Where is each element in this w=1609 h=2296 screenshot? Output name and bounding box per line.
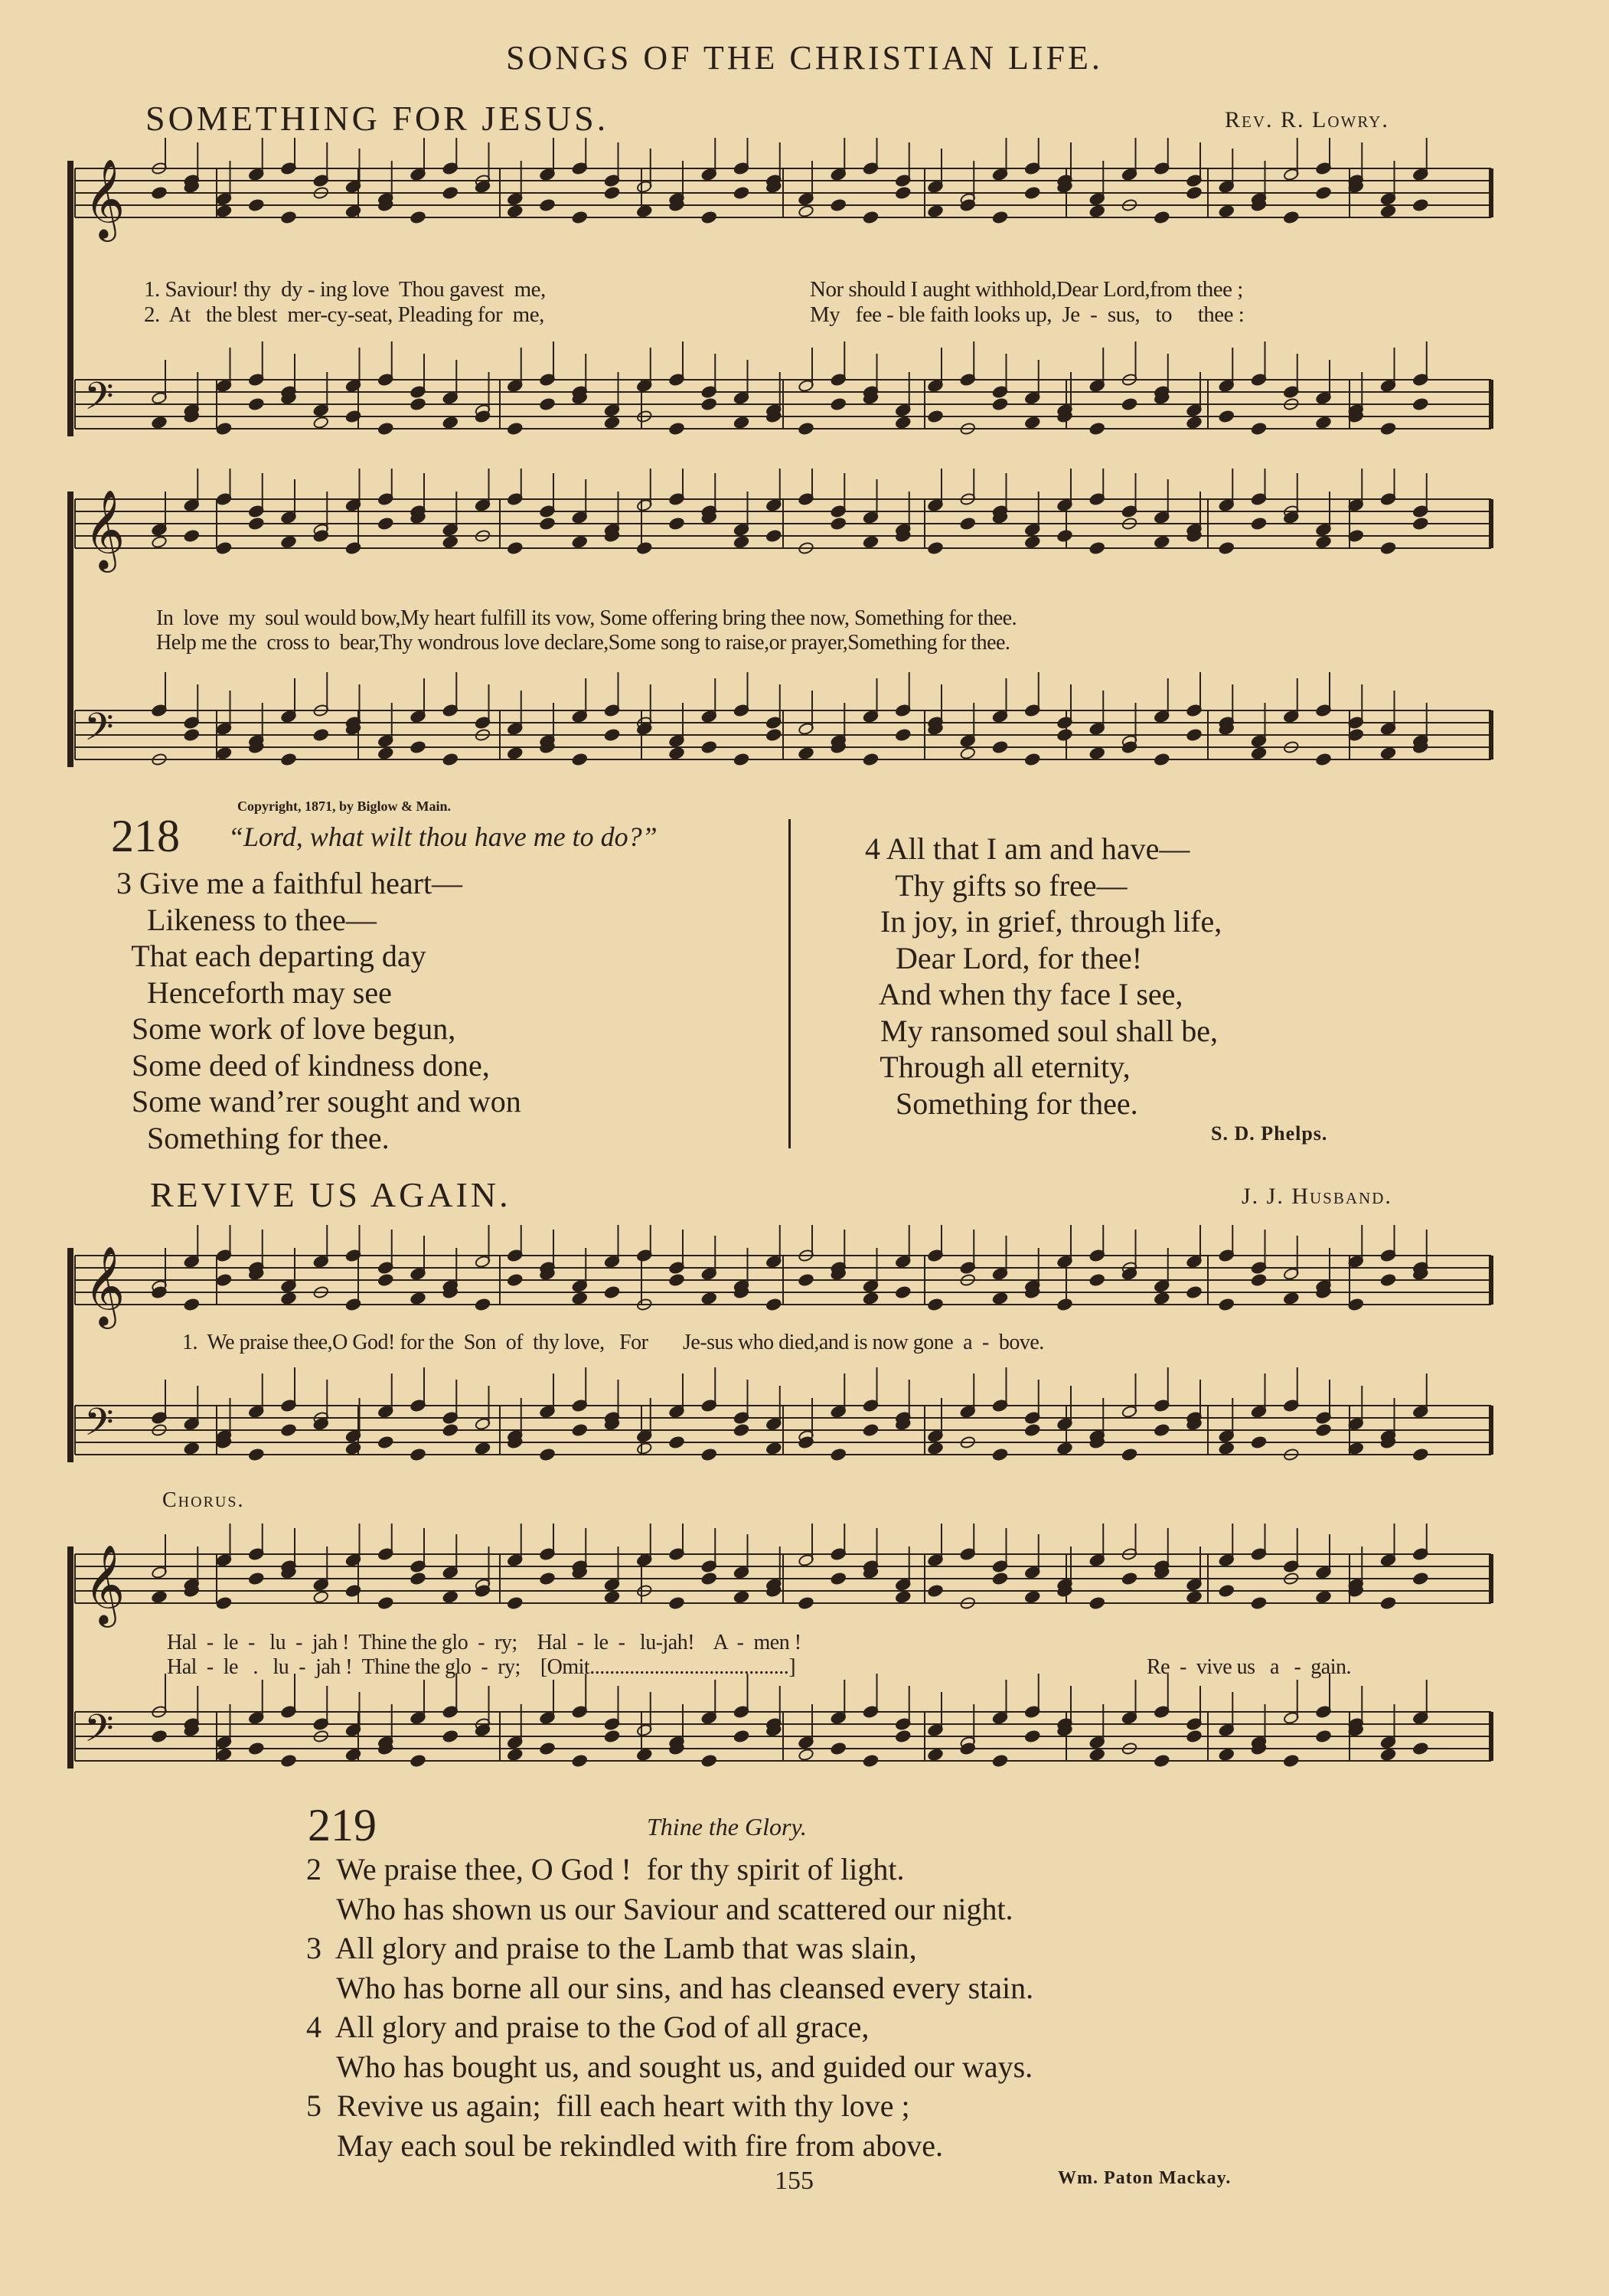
verse-line: Some deed of kindness done, [116, 1047, 490, 1083]
lyric-verse2-b: My fee - ble faith looks up, Je - sus, to thee : [810, 302, 1245, 327]
verse-line: Some wand’rer sought and won [116, 1084, 521, 1119]
music-system-song2-verse [67, 1225, 1499, 1485]
verse-line: Some work of love begun, [116, 1011, 456, 1046]
verse-line: Likeness to thee— [116, 902, 377, 937]
lyric-verse1-b: Nor should I aught withhold,Dear Lord,from thee ; [810, 277, 1243, 302]
hymn-number-219: 219 [308, 1800, 377, 1850]
svg-text:𝄞: 𝄞 [84, 1246, 126, 1326]
hymn-219-author: Wm. Paton Mackay. [1058, 2168, 1232, 2188]
lyric-chorus-line1: Hal - le - lu - jah ! Thine the glo - ry; Hal - le - lu-jah! A - men ! [167, 1631, 801, 1654]
lyric-verse2-a: 2. At the blest mer-cy-seat, Pleading for me, [144, 302, 544, 327]
verse-line: 5 Revive us again; fill each heart with thy love ; [306, 2089, 910, 2123]
verse-line: Who has shown us our Saviour and scattered our night. [306, 1891, 1013, 1926]
verse-line: May each soul be rekindled with fire from above. [306, 2128, 943, 2163]
hymn-218-subtitle: “Lord, what wilt thou have me to do?” [228, 821, 658, 852]
staff-treble-bass [67, 1225, 1499, 1485]
lyric-chorus-end: Re - vive us a - gain. [1147, 1655, 1351, 1679]
svg-text:𝄢: 𝄢 [84, 374, 114, 428]
hymn-219-stanzas [306, 1851, 1033, 2167]
verse-line: That each departing day [116, 939, 426, 973]
hymn-218-left-stanza [116, 865, 521, 1156]
column-divider [788, 819, 791, 1148]
verse-line: My ransomed soul shall be, [865, 1013, 1219, 1048]
svg-text:𝄢: 𝄢 [84, 705, 114, 759]
music-system-song2-chorus [67, 1524, 1499, 1791]
verse-line: Something for thee. [116, 1120, 390, 1155]
verse-line: 3 All glory and praise to the Lamb that was slain, [306, 1931, 917, 1965]
verse-line: Through all eternity, [865, 1050, 1131, 1084]
composer-husband: J. J. Husband. [1242, 1184, 1392, 1209]
verse-line: Something for thee. [865, 1086, 1138, 1121]
verse-line: 2 We praise thee, O God ! for thy spirit of light. [306, 1852, 905, 1886]
running-head: SONGS OF THE CHRISTIAN LIFE. [506, 39, 1103, 77]
music-system-song1-2 [67, 469, 1499, 790]
svg-text:𝄞: 𝄞 [84, 489, 126, 570]
verse-line: And when thy face I see, [865, 977, 1183, 1011]
hymn-218-author: S. D. Phelps. [1211, 1122, 1328, 1145]
lyric-system2-verse2: Help me the cross to bear,Thy wondrous love declare,Some song to raise,or prayer,Something for thee. [156, 631, 1010, 655]
verse-line: Who has borne all our sins, and has cleansed every stain. [306, 1970, 1034, 2005]
music-system-song1-1 [67, 138, 1499, 459]
song-title-something-for-jesus: SOMETHING FOR JESUS. [145, 99, 609, 138]
hymn-219-subtitle: Thine the Glory. [647, 1813, 807, 1840]
svg-text:𝄢: 𝄢 [84, 1706, 114, 1760]
copyright-notice: Copyright, 1871, by Biglow & Main. [237, 799, 452, 814]
verse-line: In joy, in grief, through life, [865, 904, 1222, 939]
page-number: 155 [775, 2167, 814, 2195]
svg-text:𝄞: 𝄞 [84, 158, 126, 239]
verse-line: 4 All that I am and have— [865, 831, 1190, 866]
verse-line: Thy gifts so free— [865, 867, 1128, 903]
lyric-verse1-a: 1. Saviour! thy dy - ing love Thou gavest me, [144, 277, 546, 302]
verse-line: Who has bought us, and sought us, and guided our ways. [306, 2049, 1033, 2084]
verse-line: Henceforth may see [116, 975, 392, 1010]
lyric-song2-verse: 1. We praise thee,O God! for the Son of thy love, For Je-sus who died,and is now gone a - bove. [182, 1331, 1044, 1354]
lyric-system2-verse1: In love my soul would bow,My heart fulfill its vow, Some offering bring thee now, Something for thee. [156, 606, 1017, 630]
verse-line: 3 Give me a faithful heart— [116, 866, 463, 900]
svg-text:𝄢: 𝄢 [84, 1400, 114, 1454]
lyric-chorus-line2: Hal - le . lu - jah ! Thine the glo - ry; [Omit........................................] [167, 1655, 796, 1679]
verse-line: Dear Lord, for thee! [865, 940, 1143, 975]
verse-line: 4 All glory and praise to the God of all grace, [306, 2010, 870, 2044]
hymn-number-218: 218 [111, 811, 180, 861]
composer-lowry: Rev. R. Lowry. [1225, 107, 1389, 132]
song-title-revive-us-again: REVIVE US AGAIN. [150, 1175, 511, 1214]
svg-text:𝄞: 𝄞 [84, 1544, 126, 1625]
hymn-218-right-stanza [865, 831, 1222, 1122]
chorus-label: Chorus. [162, 1488, 245, 1512]
